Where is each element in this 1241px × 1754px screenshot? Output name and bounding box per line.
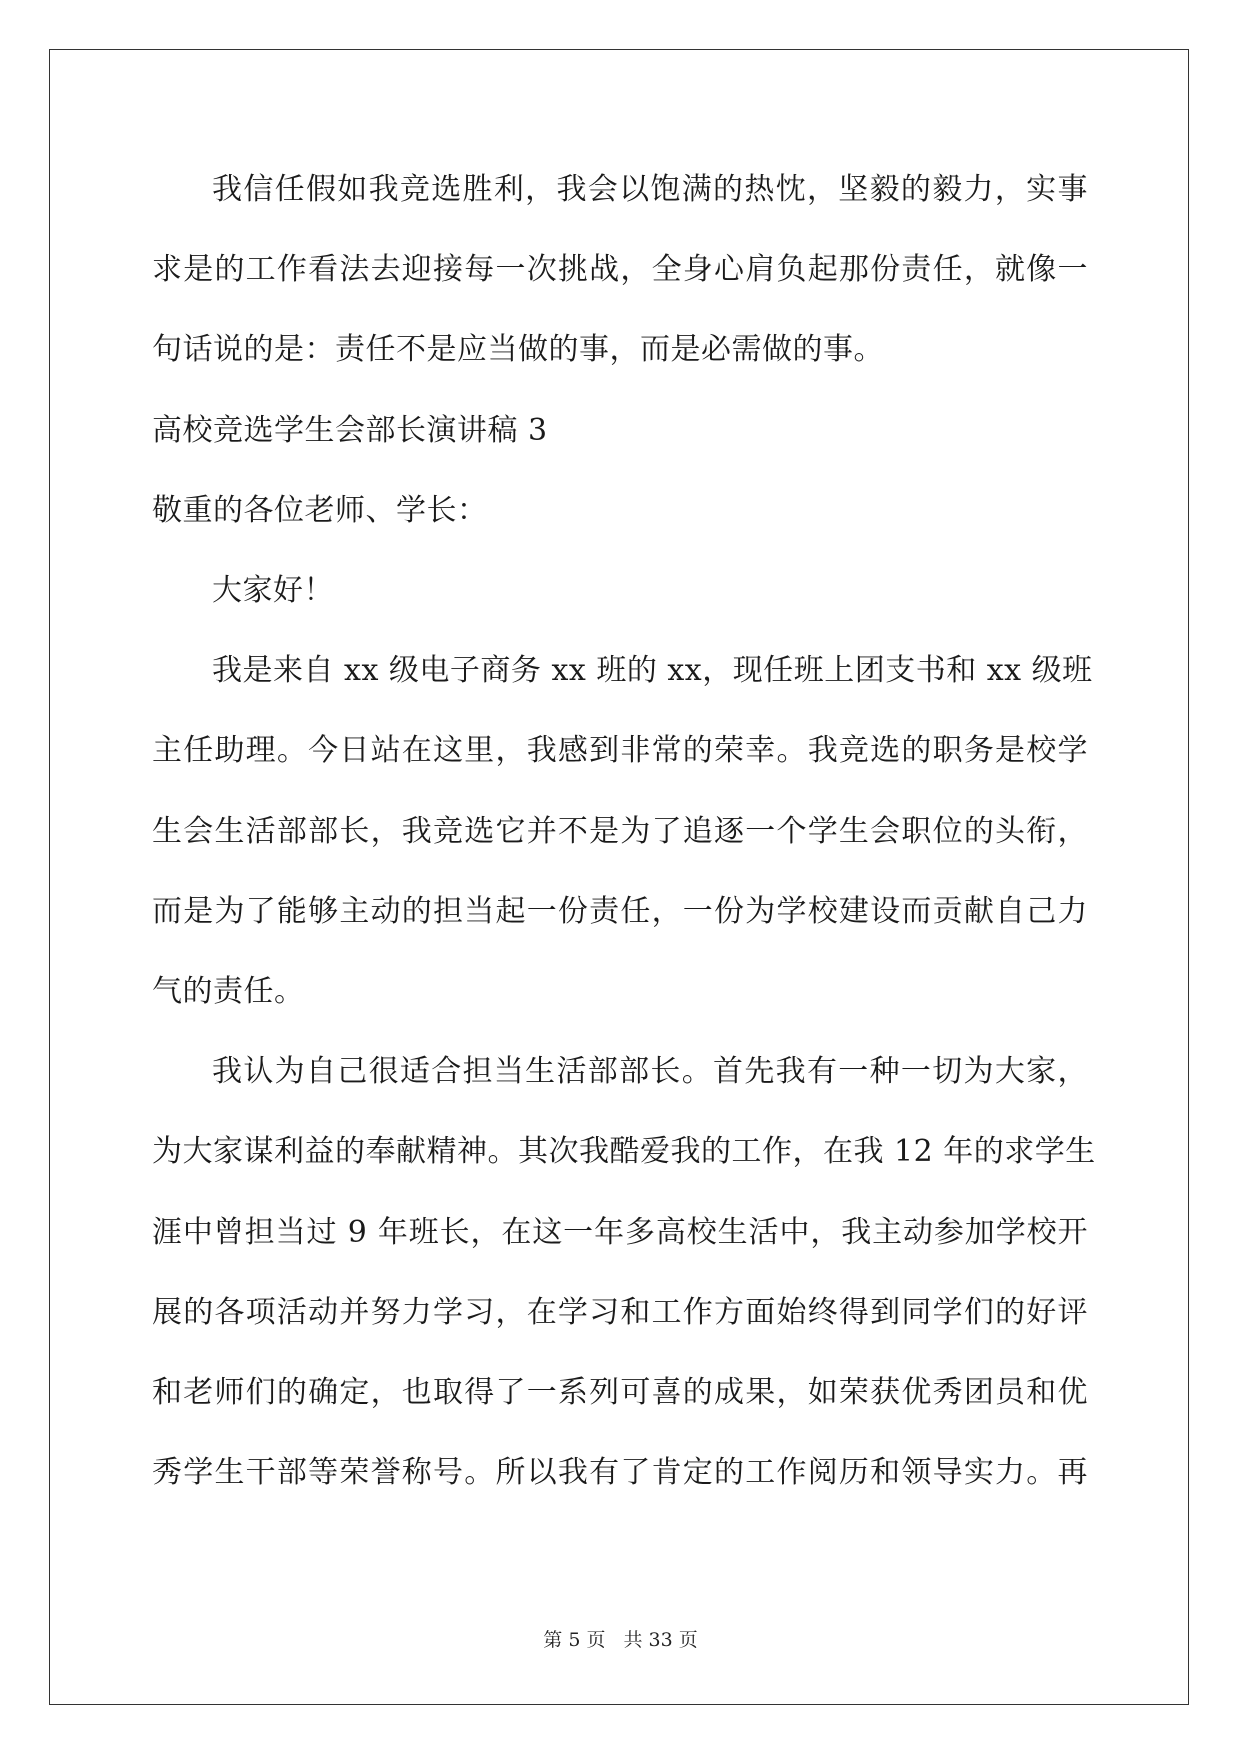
paragraph-line: 我是来自 xx 级电子商务 xx 班的 xx，现任班上团支书和 xx 级班 bbox=[212, 653, 1093, 688]
paragraph-line: 而是为了能够主动的担当起一份责任，一份为学校建设而贡献自己力 bbox=[152, 894, 1088, 929]
paragraph-line: 主任助理。今日站在这里，我感到非常的荣幸。我竞选的职务是校学 bbox=[152, 733, 1088, 768]
page-number: 第 5 页 bbox=[543, 1629, 606, 1651]
section-heading: 高校竞选学生会部长演讲稿 3 bbox=[152, 413, 548, 448]
paragraph-line: 句话说的是：责任不是应当做的事，而是必需做的事。 bbox=[152, 332, 884, 367]
paragraph-line: 涯中曾担当过 9 年班长，在这一年多高校生活中，我主动参加学校开 bbox=[152, 1215, 1088, 1250]
page-footer bbox=[0, 1628, 1241, 1652]
paragraph-line: 求是的工作看法去迎接每一次挑战，全身心肩负起那份责任，就像一 bbox=[152, 252, 1088, 287]
paragraph-line: 气的责任。 bbox=[152, 974, 305, 1009]
salutation: 敬重的各位老师、学长： bbox=[152, 493, 488, 528]
greeting: 大家好！ bbox=[212, 573, 334, 608]
paragraph-line: 生会生活部部长，我竞选它并不是为了追逐一个学生会职位的头衔， bbox=[152, 814, 1088, 849]
paragraph-line: 秀学生干部等荣誉称号。所以我有了肯定的工作阅历和领导实力。再 bbox=[152, 1455, 1088, 1490]
paragraph-line: 为大家谋利益的奉献精神。其次我酷爱我的工作，在我 12 年的求学生 bbox=[152, 1134, 1096, 1169]
paragraph-line: 我认为自己很适合担当生活部部长。首先我有一种一切为大家， bbox=[212, 1054, 1088, 1089]
paragraph-line: 我信任假如我竞选胜利，我会以饱满的热忱，坚毅的毅力，实事 bbox=[212, 172, 1088, 207]
page-total: 共 33 页 bbox=[623, 1629, 698, 1651]
paragraph-line: 和老师们的确定，也取得了一系列可喜的成果，如荣获优秀团员和优 bbox=[152, 1375, 1088, 1410]
paragraph-line: 展的各项活动并努力学习，在学习和工作方面始终得到同学们的好评 bbox=[152, 1295, 1088, 1330]
